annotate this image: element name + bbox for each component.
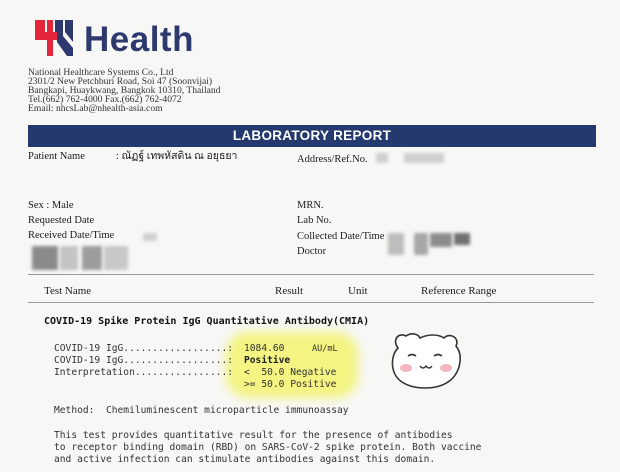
redacted-block — [60, 246, 78, 270]
redacted-block — [430, 233, 452, 247]
result-value: Positive — [244, 355, 291, 366]
description-line: and active infection can stimulate antibodies against this domain. — [54, 454, 436, 465]
redacted-block — [388, 233, 404, 255]
patient-name-label: Patient Name — [28, 151, 85, 162]
logo-wordmark: Health — [84, 20, 194, 59]
address-ref-label: Address/Ref.No. — [297, 154, 368, 165]
column-test-name: Test Name — [44, 285, 92, 297]
redacted-block — [32, 246, 58, 270]
patient-name-value: : ณัฏฐ์ เทพหัสดิน ณ อยุธยา — [116, 151, 238, 162]
redacted-block — [414, 233, 428, 255]
table-header-rule — [28, 302, 594, 303]
result-unit: AU/mL — [312, 344, 338, 354]
column-unit: Unit — [348, 285, 368, 297]
column-reference-range: Reference Range — [421, 285, 497, 297]
address-line: Bangkapi, Huaykwang, Bangkok 10310, Thailand — [28, 85, 221, 96]
address-line: National Healthcare Systems Co., Ltd — [28, 67, 174, 78]
interpretation-label: Interpretation................: — [54, 367, 234, 378]
hospital-logo-icon — [33, 18, 75, 58]
redacted-block — [454, 233, 470, 245]
requested-date-label: Requested Date — [28, 215, 95, 226]
result-label: COVID-19 IgG..................: — [54, 343, 234, 354]
description-line: to receptor binding domain (RBD) on SARS-CoV-2 spike protein. Both vaccine — [54, 442, 482, 453]
doctor-label: Doctor — [297, 246, 327, 257]
collected-date-label: Collected Date/Time — [297, 231, 385, 242]
interpretation-negative: < 50.0 Negative — [244, 367, 337, 378]
description-line: This test provides quantitative result for the presence of antibodies — [54, 430, 453, 441]
address-line: 2301/2 New Petchburi Road, Soi 47 (Soonvijai) — [28, 76, 213, 87]
hospital-address — [28, 68, 220, 113]
received-date-label: Received Date/Time — [28, 230, 115, 241]
redacted-received — [143, 233, 157, 241]
result-label: COVID-19 IgG..................: — [54, 355, 234, 366]
cartoon-face-sticker — [388, 330, 464, 392]
redacted-block — [104, 246, 128, 270]
redacted-ref — [404, 153, 444, 163]
table-top-rule — [28, 274, 594, 275]
address-line: Tel.(662) 762-4000 Fax.(662) 762-4072 — [28, 94, 182, 105]
interpretation-positive: >= 50.0 Positive — [244, 379, 337, 390]
lab-no-label: Lab No. — [297, 215, 332, 226]
section-title: COVID-19 Spike Protein IgG Quantitative Antibody(CMIA) — [44, 316, 370, 327]
sex-label: Sex : Male — [28, 200, 74, 211]
result-value: 1084.60 — [244, 343, 285, 354]
address-line: Email: nhcsLab@nhealth-asia.com — [28, 103, 163, 114]
column-result: Result — [275, 285, 304, 297]
redacted-block — [82, 246, 102, 270]
mrn-label: MRN. — [297, 200, 324, 211]
redacted-ref — [376, 153, 388, 163]
method-text: Method: Chemiluminescent microparticle immunoassay — [54, 405, 349, 416]
report-title-banner: LABORATORY REPORT — [28, 125, 596, 147]
